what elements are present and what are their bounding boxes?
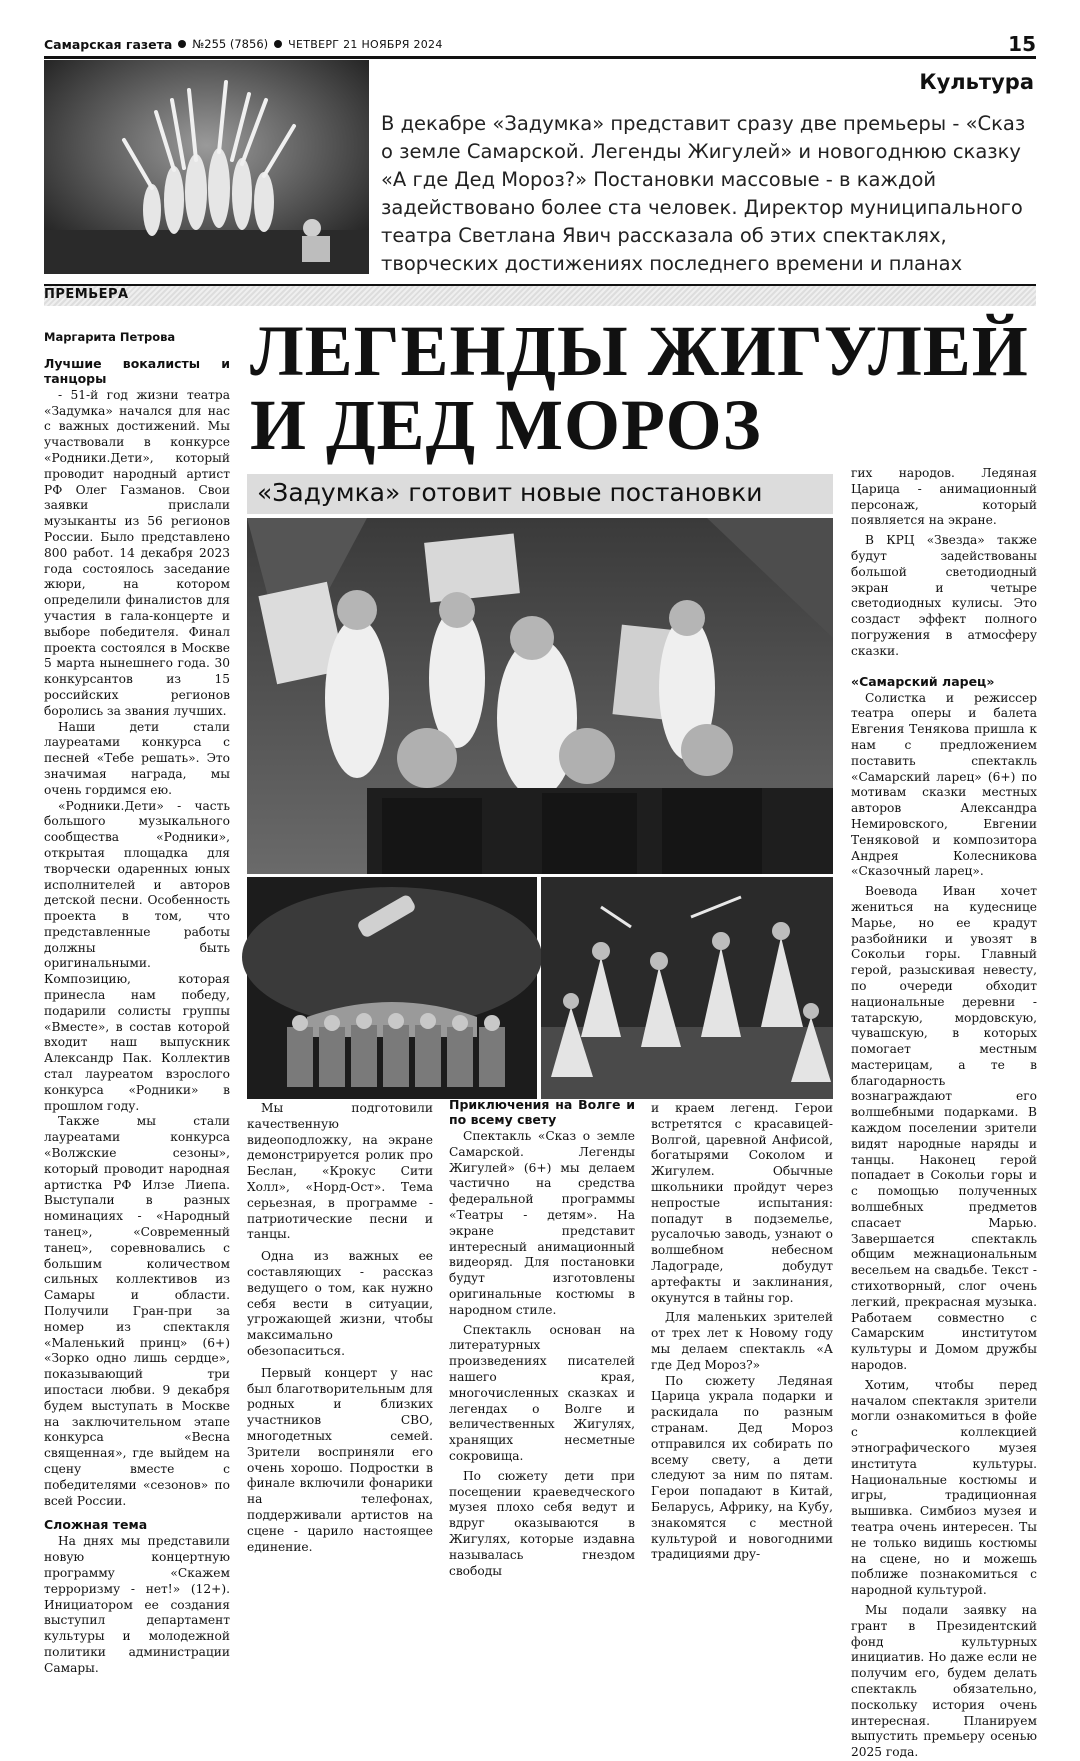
paper-name: Самарская газета	[44, 36, 173, 52]
paragraph: По сюжету дети при посещении краеведческого музея плохо себя ведут и вдруг оказываются в Жигулях, которые издавна называлась гнездом свободы	[449, 1468, 635, 1578]
column-3	[449, 1097, 635, 1578]
lead-text: В декабре «Задумка» представит сразу две премьеры - «Сказ о земле Самарской. Легенды Жигулей» и новогоднюю сказку «А где Дед Мороз?» Постановки массовые - в каждой задействовано более ста человек. Директор муниципального театра Светлана Явич рассказала об этих спектаклях, творческих достижениях последнего времени и планах	[381, 112, 1026, 275]
paragraph: Спектакль «Сказ о земле Самарской. Легенды Жигулей» (6+) мы делаем частично на средства федеральной программы «Театры - детям». На экране представит интересный анимационный видеоряд. Для постановки будут изготовлены оригинальные костюмы в народном стиле.	[449, 1129, 635, 1317]
column-2	[247, 1101, 433, 1554]
column-1	[44, 330, 230, 1675]
paragraph: Наши дети стали лауреатами конкурса с песней «Тебе решать». Это значимая награда, мы очень гордимся ею.	[44, 719, 230, 797]
paragraph: Мы подготовили качественную видеоподложку, на экране демонстрируется ролик про Беслан, «Крокус Сити Холл», «Норд-Ост». Тема серьезная, в программе - патриотические песни и танцы.	[247, 1101, 433, 1242]
column-4	[651, 1101, 833, 1562]
paragraph: На днях мы представили новую концертную программу «Скажем терроризму - нет!» (12+). Инициатором ее создания выступил департамент культуры и молодежной политики администрации Самары.	[44, 1534, 230, 1675]
paragraph: Хотим, чтобы перед началом спектакля зрители могли ознакомиться в фойе с коллекцией этнографического музея института культуры. Национальные костюмы и игры, традиционная вышивка. Симбиоз музея и театра очень интересен. Ты не только видишь костюмы на сцене, но и можешь поближе познакомиться с народной культурой.	[851, 1377, 1037, 1598]
masthead	[44, 32, 1036, 56]
paragraph: Одна из важных ее составляющих - рассказ ведущего о том, как нужно себя вести в ситуации, угрожающей жизни, чтобы максимально обезопаситься.	[247, 1249, 433, 1358]
paragraph: Воевода Иван хочет жениться на кудеснице Марье, но ее крадут разбойники и увозят в Сокольи горы. Главный герой, разыскивая невесту, по очереди обходит национальные деревни - татарскую, мордовскую, чувашскую, в которых помогает местным мастерицам, а те в благодарность вознаграждают его волшебными подарками. В каждом поселении зрители видят народные наряды и танцы. Наконец герой попадает в Сокольи горы и с помощью полученных волшебных предметов спасает Марью. Завершается спектакль общим межнациональным весельем на свадьбе. Текст - стихотворный, слог очень легкий, прекрасная музыка. Работаем совместно с Самарским институтом культуры и Домом дружбы народов.	[851, 884, 1037, 1373]
subhead-casket: «Самарский ларец»	[851, 673, 995, 689]
page-number: 15	[1008, 32, 1036, 56]
headline-line-1: ЛЕГЕНДЫ ЖИГУЛЕЙ	[250, 311, 1029, 391]
paragraph: Солистка и режиссер театра оперы и балета Евгения Тенякова пришла к нам с предложением поставить спектакль «Самарский ларец» (6+) по мотивам сказки местных авторов Александра Немировского, Евгении Теняковой и композитора Андрея Колесникова «Сказочный ларец».	[851, 690, 1037, 879]
dancers-photo	[44, 60, 369, 274]
paragraph: Спектакль основан на литературных произведениях писателей нашего края, многочисленных сказках и легендах о Волге и величественных Жигулях, хранящих несметные сокровища.	[449, 1322, 635, 1463]
paragraph: В КРЦ «Звезда» также будут задействованы большой светодиодный экран и четыре светодиодных кулисы. Это создаст эффект полного погружения в атмосферу сказки.	[851, 533, 1037, 658]
performance-photo	[247, 877, 537, 1099]
paragraph: Также мы стали лауреатами конкурса «Волжские сезоны», который проводит народная артистка РФ Илзе Лиепа. Выступали в разных номинациях - «Народный танец», «Современный танец», соревновались с большим количеством сильных коллективов из Самары и области. Получили Гран-при за номер из спектакля «Маленький принц» (6+) «Зорко одно лишь сердце», показывающий три ипостаси любви. 9 декабря будем выступать в Москве на заключительном этапе конкурса «Весна священная», где выйдем на сцену вместе с победителями «сезонов» по всей России.	[44, 1114, 230, 1508]
paragraph: «Родники.Дети» - часть большого музыкального сообщества «Родники», открытая площадка для творчески одаренных юных исполнителей и авторов детской песни. Особенность проекта в том, что представленные работы должны быть оригинальными. Композицию, которая принесла нам победу, подарили солисты группы «Вместе», в состав которой входит наш выпускник Александр Пак. Коллектив стал лауреатом взрослого конкурса «Родники» в прошлом году.	[44, 798, 230, 1113]
rubric-bar	[44, 284, 1036, 306]
issue-date: ЧЕТВЕРГ 21 НОЯБРЯ 2024	[288, 37, 443, 51]
paragraph: и краем легенд. Герои встретятся с красавицей-Волгой, царевной Анфисой, богатырями Соколом и Жигулем. Обычные школьники пройдут через непростые испытания: попадут в подземелье, русалочью заводь, узнают о волшебном небесном Ладограде, добудут артефакты и заклинания, окунутся в тайны гор.	[651, 1101, 833, 1305]
subtitle-bar	[247, 474, 833, 514]
author: Маргарита Петрова	[44, 330, 176, 344]
paragraph: гих народов. Ледяная Царица - анимационный персонаж, который появляется на экране.	[851, 466, 1037, 528]
rubric-label: ПРЕМЬЕРА	[44, 287, 129, 302]
section-title: Культура	[919, 70, 1034, 94]
bullet-icon	[178, 40, 186, 48]
issue-number: №255 (7856)	[192, 37, 269, 51]
paragraph: Первый концерт у нас был благотворительным для родных и близких участников СВО, многодетных семей. Зрители восприняли его очень хорошо. Подростки в финале включили фонарики на телефонах, поддерживали артистов на сцене - царило настоящее единение.	[247, 1365, 433, 1554]
bullet-icon	[274, 40, 282, 48]
subhead-best: Лучшие вокалисты и танцоры	[44, 355, 230, 386]
subhead-difficult: Сложная тема	[44, 1517, 148, 1533]
headline-line-2: И ДЕД МОРОЗ	[250, 385, 762, 465]
headline	[250, 311, 1040, 465]
column-5	[851, 466, 1037, 1760]
paragraph: По сюжету Ледяная Царица украла подарки и раскидала по разным странам. Дед Мороз отправился их собирать по всему свету, а дети следуют за ним по пятам. Герои попадают в Китай, Беларусь, Африку, на Кубу, знакомятся с местной культурой и новогодними традициями дру-	[651, 1373, 833, 1562]
subtitle: «Задумка» готовит новые постановки	[257, 478, 763, 507]
paragraph: Мы подали заявку на грант в Президентский фонд культурных инициатив. Но даже если не получим его, будем делать спектакль обязательно, поскольку история очень интересная. Планируем выпустить премьеру осенью 2025 года.	[851, 1602, 1037, 1760]
subhead-adventures: Приключения на Волге и по всему свету	[449, 1097, 635, 1127]
dance-photo	[541, 877, 833, 1099]
paragraph: Для маленьких зрителей от трех лет к Новому году мы делаем спектакль «А где Дед Мороз?»	[651, 1310, 833, 1372]
masthead-rule	[44, 56, 1036, 59]
laureates-photo	[247, 518, 833, 874]
paragraph: - 51-й год жизни театра «Задумка» начался для нас с важных достижений. Мы участвовали в конкурсе «Родники.Дети», который проводит народный артист РФ Олег Газманов. Свои заявки прислали музыканты из 56 регионов России. Было представлено 800 работ. 14 декабря 2023 года состоялось заседание жюри, на котором определили финалистов для участия в гала-концерте и выборе победителя. Финал проекта состоялся в Москве 5 марта нынешнего года. 30 конкурсантов из 15 российских регионов боролись за звания лучших.	[44, 387, 230, 718]
